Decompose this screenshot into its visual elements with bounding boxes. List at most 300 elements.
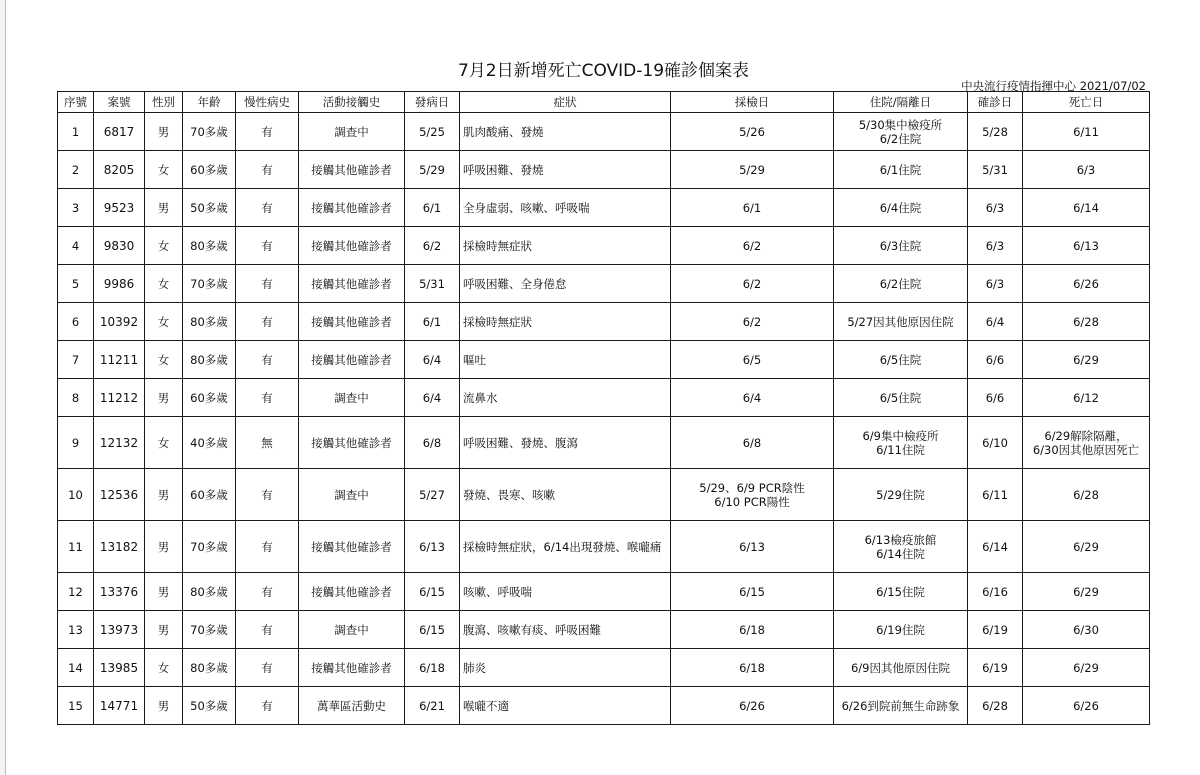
age-cell [183, 265, 236, 303]
sex-cell [145, 189, 183, 227]
death-date-cell-text: 6/14 [1073, 200, 1099, 215]
onset-date-cell-text: 5/25 [419, 124, 445, 139]
sex-cell-text: 男 [157, 539, 170, 554]
symptoms-cell [460, 611, 671, 649]
hospitalization-cell-text: 6/19住院 [876, 622, 925, 637]
table-row [58, 227, 1150, 265]
symptoms-cell [460, 341, 671, 379]
hospitalization-cell [834, 227, 968, 265]
row-number-cell [58, 151, 94, 189]
contact-history-cell [299, 521, 405, 573]
age-cell-text: 50多歲 [190, 698, 228, 713]
death-date-cell-text: 6/28 [1073, 314, 1099, 329]
chronic-history-cell-text: 有 [261, 539, 273, 554]
death-date-cell-text: 6/3 [1076, 162, 1096, 177]
table-row [58, 151, 1150, 189]
test-date-cell [671, 573, 834, 611]
chronic-history-cell [236, 341, 299, 379]
onset-date-cell-text: 6/21 [419, 698, 445, 713]
confirm-date-cell [968, 113, 1023, 151]
death-date-cell [1023, 649, 1150, 687]
symptoms-cell-text: 呼吸困難、全身倦怠 [463, 276, 567, 291]
death-date-cell [1023, 265, 1150, 303]
test-date-cell [671, 227, 834, 265]
contact-history-cell [299, 379, 405, 417]
contact-history-cell [299, 227, 405, 265]
onset-date-cell [405, 469, 460, 521]
sex-cell [145, 611, 183, 649]
age-cell [183, 341, 236, 379]
contact-history-cell [299, 189, 405, 227]
onset-date-cell [405, 379, 460, 417]
table-row [58, 573, 1150, 611]
age-cell [183, 611, 236, 649]
hospitalization-cell-text: 6/3住院 [879, 238, 922, 253]
case-number-cell [94, 227, 145, 265]
case-number-cell [94, 113, 145, 151]
test-date-cell-text: 6/2 [742, 314, 762, 329]
confirm-date-cell [968, 151, 1023, 189]
age-cell-text: 70多歲 [190, 276, 228, 291]
column-header: 發病日 [405, 92, 460, 113]
case-number-cell-text: 11211 [99, 352, 139, 367]
confirm-date-cell-text: 6/4 [985, 314, 1005, 329]
onset-date-cell-text: 5/29 [419, 162, 445, 177]
case-number-cell-text: 9830 [103, 238, 135, 253]
symptoms-cell [460, 265, 671, 303]
row-number-cell [58, 687, 94, 725]
death-date-cell [1023, 303, 1150, 341]
chronic-history-cell [236, 265, 299, 303]
symptoms-cell-text: 全身虛弱、咳嗽、呼吸喘 [463, 200, 590, 215]
hospitalization-cell [834, 113, 968, 151]
sex-cell-text: 女 [157, 276, 170, 291]
confirm-date-cell [968, 265, 1023, 303]
column-header: 慢性病史 [236, 92, 299, 113]
age-cell [183, 469, 236, 521]
hospitalization-cell-text: 6/14住院 [876, 546, 925, 561]
symptoms-cell [460, 379, 671, 417]
row-number-cell [58, 521, 94, 573]
symptoms-cell-text: 喉嚨不適 [463, 698, 509, 713]
column-header: 年齡 [183, 92, 236, 113]
confirm-date-cell-text: 6/19 [982, 660, 1008, 675]
case-number-cell [94, 189, 145, 227]
case-number-cell-text: 13985 [99, 660, 139, 675]
contact-history-cell [299, 573, 405, 611]
symptoms-cell-text: 採檢時無症狀 [463, 314, 532, 329]
row-number-cell-text: 4 [71, 238, 80, 253]
confirm-date-cell-text: 6/6 [985, 352, 1005, 367]
onset-date-cell [405, 417, 460, 469]
row-number-cell-text: 10 [68, 487, 83, 502]
symptoms-cell [460, 469, 671, 521]
age-cell-text: 40多歲 [190, 435, 228, 450]
table-row [58, 341, 1150, 379]
death-date-cell [1023, 417, 1150, 469]
confirm-date-cell [968, 521, 1023, 573]
symptoms-cell [460, 189, 671, 227]
case-number-cell [94, 573, 145, 611]
hospitalization-cell [834, 687, 968, 725]
test-date-cell [671, 151, 834, 189]
test-date-cell-text: 6/4 [742, 390, 762, 405]
case-number-cell [94, 417, 145, 469]
row-number-cell [58, 341, 94, 379]
test-date-cell-text: 6/18 [739, 660, 765, 675]
death-date-cell-text: 6/11 [1073, 124, 1099, 139]
row-number-cell-text: 3 [71, 200, 80, 215]
table-row [58, 687, 1150, 725]
onset-date-cell-text: 6/1 [422, 200, 442, 215]
onset-date-cell [405, 341, 460, 379]
row-number-cell [58, 379, 94, 417]
row-number-cell-text: 2 [71, 162, 80, 177]
death-date-cell [1023, 469, 1150, 521]
chronic-history-cell-text: 有 [261, 698, 273, 713]
age-cell-text: 60多歲 [190, 162, 228, 177]
death-date-cell-text: 6/29 [1073, 352, 1099, 367]
table-row [58, 611, 1150, 649]
sex-cell-text: 女 [157, 238, 170, 253]
chronic-history-cell-text: 有 [261, 390, 273, 405]
age-cell [183, 227, 236, 265]
death-date-cell [1023, 227, 1150, 265]
table-row [58, 189, 1150, 227]
table-row [58, 113, 1150, 151]
sex-cell [145, 113, 183, 151]
test-date-cell [671, 303, 834, 341]
age-cell [183, 573, 236, 611]
age-cell-text: 80多歲 [190, 584, 228, 599]
symptoms-cell-text: 肺炎 [463, 660, 486, 675]
row-number-cell-text: 8 [71, 390, 80, 405]
onset-date-cell [405, 189, 460, 227]
row-number-cell [58, 303, 94, 341]
chronic-history-cell [236, 649, 299, 687]
sex-cell-text: 女 [157, 314, 170, 329]
onset-date-cell-text: 6/15 [419, 584, 445, 599]
contact-history-cell-text: 接觸其他確診者 [311, 352, 392, 367]
test-date-cell [671, 611, 834, 649]
chronic-history-cell [236, 379, 299, 417]
contact-history-cell [299, 265, 405, 303]
column-header: 案號 [94, 92, 145, 113]
hospitalization-cell [834, 379, 968, 417]
onset-date-cell [405, 151, 460, 189]
row-number-cell [58, 417, 94, 469]
onset-date-cell-text: 6/4 [422, 352, 442, 367]
test-date-cell-text: 5/29 [739, 162, 765, 177]
symptoms-cell [460, 113, 671, 151]
symptoms-cell-text: 發燒、畏寒、咳嗽 [463, 487, 555, 502]
case-number-cell [94, 341, 145, 379]
case-number-cell-text: 12132 [99, 435, 139, 450]
onset-date-cell-text: 6/2 [422, 238, 442, 253]
case-number-cell-text: 10392 [99, 314, 139, 329]
confirm-date-cell [968, 417, 1023, 469]
confirm-date-cell-text: 5/31 [982, 162, 1008, 177]
sex-cell-text: 男 [157, 390, 170, 405]
table-row [58, 379, 1150, 417]
chronic-history-cell-text: 有 [261, 622, 273, 637]
test-date-cell [671, 417, 834, 469]
symptoms-cell [460, 303, 671, 341]
confirm-date-cell-text: 6/16 [982, 584, 1008, 599]
age-cell-text: 80多歲 [190, 238, 228, 253]
case-number-cell [94, 265, 145, 303]
contact-history-cell [299, 113, 405, 151]
contact-history-cell-text: 接觸其他確診者 [311, 162, 392, 177]
death-date-cell-text: 6/12 [1073, 390, 1099, 405]
sex-cell [145, 379, 183, 417]
sex-cell-text: 男 [157, 584, 170, 599]
hospitalization-cell-text: 6/2住院 [879, 276, 922, 291]
column-header: 性別 [145, 92, 183, 113]
row-number-cell [58, 227, 94, 265]
case-number-cell [94, 379, 145, 417]
chronic-history-cell-text: 有 [261, 124, 273, 139]
age-cell-text: 60多歲 [190, 487, 228, 502]
table-row [58, 265, 1150, 303]
test-date-cell-text: 6/2 [742, 276, 762, 291]
table-body [58, 113, 1150, 725]
row-number-cell-text: 12 [68, 584, 83, 599]
symptoms-cell-text: 採檢時無症狀 [463, 238, 532, 253]
age-cell [183, 113, 236, 151]
hospitalization-cell [834, 611, 968, 649]
sex-cell [145, 303, 183, 341]
confirm-date-cell [968, 611, 1023, 649]
hospitalization-cell-text: 5/30集中檢疫所 [858, 117, 943, 132]
case-number-cell-text: 13973 [99, 622, 139, 637]
document-page [5, 0, 1200, 775]
contact-history-cell [299, 303, 405, 341]
confirm-date-cell-text: 6/3 [985, 238, 1005, 253]
test-date-cell [671, 379, 834, 417]
table-row [58, 417, 1150, 469]
contact-history-cell-text: 調查中 [334, 622, 369, 637]
test-date-cell-text: 6/5 [742, 352, 762, 367]
test-date-cell-text: 6/18 [739, 622, 765, 637]
age-cell-text: 70多歲 [190, 539, 228, 554]
symptoms-cell-text: 呼吸困難、發燒、腹瀉 [463, 435, 578, 450]
confirm-date-cell [968, 469, 1023, 521]
sex-cell [145, 521, 183, 573]
row-number-cell-text: 15 [68, 698, 83, 713]
onset-date-cell-text: 6/18 [419, 660, 445, 675]
death-date-cell-text: 6/13 [1073, 238, 1099, 253]
test-date-cell [671, 189, 834, 227]
contact-history-cell-text: 接觸其他確診者 [311, 238, 392, 253]
hospitalization-cell [834, 303, 968, 341]
confirm-date-cell [968, 573, 1023, 611]
row-number-cell-text: 13 [68, 622, 83, 637]
hospitalization-cell [834, 265, 968, 303]
sex-cell [145, 469, 183, 521]
confirm-date-cell-text: 5/28 [982, 124, 1008, 139]
column-header: 採檢日 [671, 92, 834, 113]
hospitalization-cell-text: 5/27因其他原因住院 [847, 314, 954, 329]
onset-date-cell [405, 573, 460, 611]
symptoms-cell [460, 417, 671, 469]
death-date-cell-text: 6/30因其他原因死亡 [1032, 442, 1140, 457]
contact-history-cell-text: 接觸其他確診者 [311, 660, 392, 675]
case-number-cell-text: 6817 [103, 124, 135, 139]
case-number-cell [94, 521, 145, 573]
sex-cell-text: 女 [157, 162, 170, 177]
chronic-history-cell-text: 有 [261, 200, 273, 215]
row-number-cell [58, 265, 94, 303]
symptoms-cell-text: 咳嗽、呼吸喘 [463, 584, 532, 599]
sex-cell [145, 417, 183, 469]
contact-history-cell-text: 接觸其他確診者 [311, 276, 392, 291]
contact-history-cell [299, 649, 405, 687]
sex-cell [145, 687, 183, 725]
row-number-cell [58, 113, 94, 151]
death-date-cell [1023, 687, 1150, 725]
hospitalization-cell-text: 6/9集中檢疫所 [862, 428, 939, 443]
case-number-cell-text: 11212 [99, 390, 139, 405]
hospitalization-cell-text: 6/5住院 [879, 390, 922, 405]
row-number-cell-text: 5 [71, 276, 80, 291]
test-date-cell-text: 5/26 [739, 124, 765, 139]
symptoms-cell [460, 573, 671, 611]
hospitalization-cell-text: 6/11住院 [876, 442, 925, 457]
death-date-cell [1023, 611, 1150, 649]
hospitalization-cell-text: 6/1住院 [879, 162, 922, 177]
test-date-cell-text: 6/8 [742, 435, 762, 450]
age-cell-text: 80多歲 [190, 660, 228, 675]
chronic-history-cell-text: 有 [261, 162, 273, 177]
sex-cell-text: 男 [157, 124, 170, 139]
symptoms-cell-text: 呼吸困難、發燒 [463, 162, 544, 177]
symptoms-cell-text: 流鼻水 [463, 390, 498, 405]
sex-cell [145, 265, 183, 303]
test-date-cell-text: 6/13 [739, 539, 765, 554]
contact-history-cell-text: 調查中 [334, 124, 369, 139]
hospitalization-cell-text: 6/26到院前無生命跡象 [841, 698, 960, 713]
contact-history-cell-text: 接觸其他確診者 [311, 539, 392, 554]
contact-history-cell [299, 469, 405, 521]
chronic-history-cell [236, 469, 299, 521]
chronic-history-cell [236, 189, 299, 227]
onset-date-cell [405, 265, 460, 303]
symptoms-cell [460, 649, 671, 687]
table-row [58, 303, 1150, 341]
confirm-date-cell [968, 303, 1023, 341]
column-header: 住院/隔離日 [834, 92, 968, 113]
case-number-cell-text: 13376 [99, 584, 139, 599]
test-date-cell [671, 469, 834, 521]
test-date-cell [671, 113, 834, 151]
symptoms-cell [460, 151, 671, 189]
death-date-cell [1023, 113, 1150, 151]
contact-history-cell [299, 341, 405, 379]
age-cell [183, 189, 236, 227]
death-date-cell-text: 6/29 [1073, 660, 1099, 675]
row-number-cell-text: 6 [71, 314, 80, 329]
case-number-cell [94, 151, 145, 189]
confirm-date-cell [968, 189, 1023, 227]
column-header: 確診日 [968, 92, 1023, 113]
onset-date-cell-text: 6/15 [419, 622, 445, 637]
sex-cell-text: 女 [157, 660, 170, 675]
row-number-cell [58, 649, 94, 687]
row-number-cell [58, 573, 94, 611]
sex-cell [145, 573, 183, 611]
hospitalization-cell [834, 521, 968, 573]
hospitalization-cell [834, 469, 968, 521]
age-cell-text: 60多歲 [190, 390, 228, 405]
chronic-history-cell [236, 573, 299, 611]
symptoms-cell [460, 687, 671, 725]
confirm-date-cell-text: 6/28 [982, 698, 1008, 713]
chronic-history-cell [236, 611, 299, 649]
age-cell-text: 70多歲 [190, 622, 228, 637]
confirm-date-cell-text: 6/19 [982, 622, 1008, 637]
confirm-date-cell-text: 6/11 [982, 487, 1008, 502]
chronic-history-cell [236, 113, 299, 151]
death-date-cell-text: 6/29 [1073, 539, 1099, 554]
row-number-cell-text: 7 [71, 352, 80, 367]
table-header-row [58, 92, 1150, 113]
case-table [57, 91, 1150, 725]
death-date-cell-text: 6/30 [1073, 622, 1099, 637]
age-cell [183, 521, 236, 573]
sex-cell [145, 649, 183, 687]
contact-history-cell-text: 接觸其他確診者 [311, 584, 392, 599]
column-header: 死亡日 [1023, 92, 1150, 113]
age-cell [183, 151, 236, 189]
hospitalization-cell-text: 6/4住院 [879, 200, 922, 215]
contact-history-cell-text: 接觸其他確診者 [311, 435, 392, 450]
death-date-cell-text: 6/28 [1073, 487, 1099, 502]
case-number-cell-text: 14771 [99, 698, 139, 713]
hospitalization-cell [834, 341, 968, 379]
age-cell-text: 80多歲 [190, 314, 228, 329]
symptoms-cell-text: 腹瀉、咳嗽有痰、呼吸困難 [463, 622, 601, 637]
age-cell [183, 303, 236, 341]
row-number-cell-text: 1 [71, 124, 80, 139]
contact-history-cell [299, 687, 405, 725]
hospitalization-cell-text: 6/9因其他原因住院 [850, 660, 950, 675]
contact-history-cell-text: 調查中 [334, 390, 369, 405]
test-date-cell [671, 265, 834, 303]
document-title: 7月2日新增死亡COVID-19確診個案表 [457, 61, 750, 81]
contact-history-cell-text: 接觸其他確診者 [311, 200, 392, 215]
hospitalization-cell-text: 5/29住院 [876, 487, 925, 502]
chronic-history-cell-text: 有 [261, 276, 273, 291]
chronic-history-cell [236, 151, 299, 189]
hospitalization-cell [834, 189, 968, 227]
confirm-date-cell [968, 379, 1023, 417]
sex-cell-text: 男 [157, 698, 170, 713]
confirm-date-cell-text: 6/3 [985, 276, 1005, 291]
chronic-history-cell [236, 227, 299, 265]
death-date-cell-text: 6/26 [1073, 276, 1099, 291]
sex-cell-text: 女 [157, 435, 170, 450]
test-date-cell [671, 521, 834, 573]
case-number-cell [94, 687, 145, 725]
table-row [58, 469, 1150, 521]
onset-date-cell-text: 5/27 [419, 487, 445, 502]
hospitalization-cell [834, 151, 968, 189]
onset-date-cell [405, 113, 460, 151]
onset-date-cell [405, 303, 460, 341]
symptoms-cell-text: 肌肉酸痛、發燒 [463, 124, 544, 139]
chronic-history-cell-text: 有 [261, 660, 273, 675]
